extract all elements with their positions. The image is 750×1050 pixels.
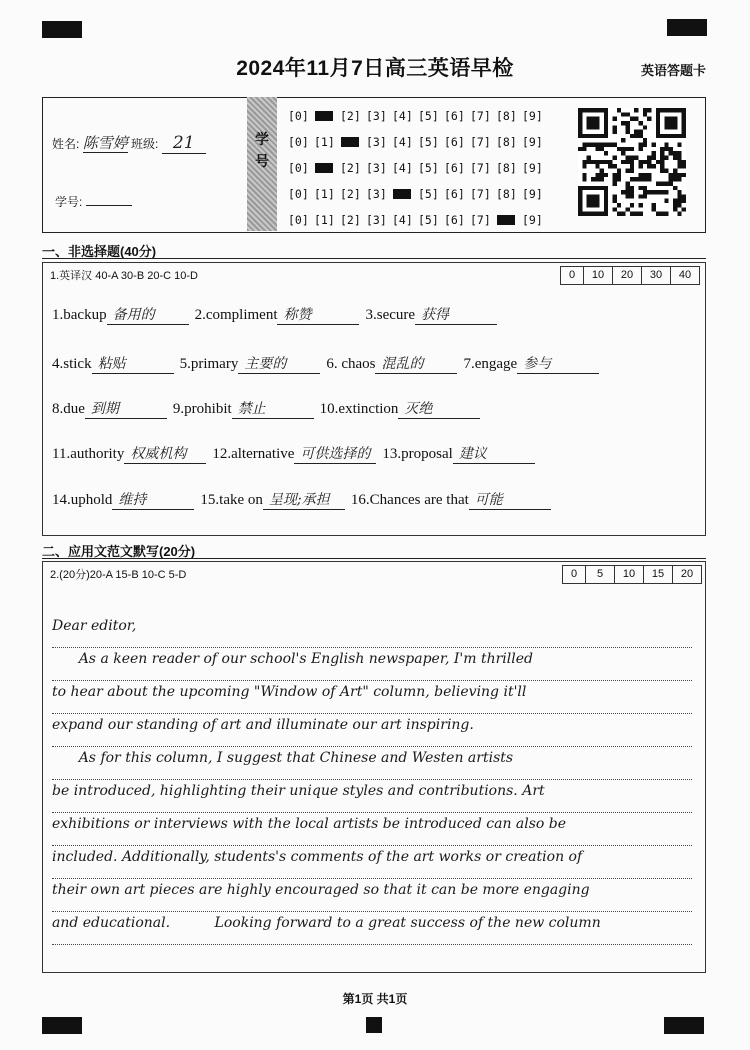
bubble[interactable]: [1]	[314, 213, 335, 227]
answer-card-label: 英语答题卡	[640, 63, 706, 78]
student-id-label: 学号:	[55, 195, 83, 209]
vocab-answer[interactable]: 粘贴	[92, 353, 174, 374]
essay-line: be introduced, highlighting their unique styles and contributions. Art	[52, 783, 692, 813]
bubble[interactable]: [1]	[314, 187, 335, 201]
bubble[interactable]: [4]	[392, 213, 413, 227]
bubble-filled[interactable]	[314, 155, 340, 181]
bubble-row	[288, 129, 548, 155]
bubble[interactable]: [8]	[496, 109, 517, 123]
student-id-cell-label: 学号	[255, 131, 269, 169]
bubble[interactable]: [0]	[288, 213, 309, 227]
score-option[interactable]: 20	[612, 267, 641, 284]
bubble[interactable]: [3]	[366, 213, 387, 227]
bubble[interactable]: [5]	[418, 213, 439, 227]
vocab-question: 10.extinction	[319, 401, 399, 417]
vocab-question: 12.alternative	[212, 446, 295, 462]
bubble[interactable]: [7]	[470, 161, 491, 175]
vocab-question: 5.primary	[179, 356, 239, 372]
vocab-question: 6. chaos	[326, 356, 376, 372]
essay-line: exhibitions or interviews with the local artists be introduced can also be	[52, 816, 692, 846]
student-id-field[interactable]	[86, 205, 132, 206]
bubble[interactable]: [0]	[288, 161, 309, 175]
section1-subheader: 1.英译汉 40-A 30-B 20-C 10-D	[50, 270, 198, 282]
registration-mark-top-left	[42, 21, 82, 38]
bubble-filled[interactable]	[314, 103, 340, 129]
bubble[interactable]: [2]	[340, 161, 361, 175]
bubble[interactable]: [8]	[496, 187, 517, 201]
class-value[interactable]: 21	[162, 133, 206, 154]
section2-title: 二、应用文范文默写(20分)	[42, 544, 196, 559]
bubble-filled[interactable]	[340, 129, 366, 155]
bubble[interactable]: [7]	[470, 187, 491, 201]
bubble-row	[288, 155, 548, 181]
vocab-question: 11.authority	[52, 446, 125, 462]
bubble[interactable]: [2]	[340, 213, 361, 227]
bubble[interactable]: [2]	[340, 187, 361, 201]
bubble[interactable]: [0]	[288, 187, 309, 201]
student-id-bubbles	[288, 103, 548, 233]
bubble[interactable]: [3]	[366, 135, 387, 149]
registration-mark-bottom-center	[366, 1017, 382, 1033]
qr-code	[578, 108, 686, 216]
bubble-filled[interactable]	[392, 181, 418, 207]
vocab-answer[interactable]: 到期	[85, 398, 167, 419]
bubble[interactable]: [8]	[496, 135, 517, 149]
class-label: 班级:	[131, 137, 159, 151]
bubble[interactable]: [1]	[314, 135, 335, 149]
vocab-answer[interactable]: 主要的	[238, 353, 320, 374]
bubble[interactable]: [0]	[288, 109, 309, 123]
vocab-question: 7.engage	[463, 356, 518, 372]
bubble[interactable]: [4]	[392, 135, 413, 149]
vocab-question: 2.compliment	[194, 307, 278, 323]
vocab-answer[interactable]: 维持	[112, 489, 194, 510]
score-option[interactable]: 0	[570, 568, 578, 580]
bubble-filled[interactable]	[496, 207, 522, 233]
vocab-answer[interactable]: 可供选择的	[294, 443, 376, 464]
bubble[interactable]: [6]	[444, 109, 465, 123]
vocab-row	[52, 353, 605, 374]
vocab-answer[interactable]: 称赞	[277, 304, 359, 325]
section2-score-box	[562, 565, 702, 584]
bubble[interactable]: [9]	[522, 187, 543, 201]
bubble[interactable]: [6]	[444, 213, 465, 227]
page-title: 2024年11月7日高三英语早检	[236, 57, 514, 80]
section1-divider	[42, 258, 706, 259]
bubble[interactable]: [9]	[522, 109, 543, 123]
essay-line: expand our standing of art and illuminate our art inspiring.	[52, 717, 692, 747]
bubble[interactable]: [9]	[522, 213, 543, 227]
name-class-row	[52, 132, 206, 154]
bubble[interactable]: [5]	[418, 161, 439, 175]
student-id-row	[55, 193, 132, 210]
bubble[interactable]: [9]	[522, 135, 543, 149]
vocab-answer[interactable]: 禁止	[232, 398, 314, 419]
bubble[interactable]: [0]	[288, 135, 309, 149]
vocab-question: 14.uphold	[52, 492, 113, 508]
vocab-answer[interactable]: 参与	[517, 353, 599, 374]
essay-line: As a keen reader of our school's English newspaper, I'm thrilled	[52, 651, 692, 681]
registration-mark-bottom-right	[664, 1017, 704, 1034]
page-footer: 第1页 共1页	[342, 992, 408, 1006]
score-option[interactable]: 30	[641, 267, 670, 284]
vocab-question: 3.secure	[365, 307, 416, 323]
essay-line: As for this column, I suggest that Chinese and Westen artists	[52, 750, 692, 780]
score-option[interactable]: 40	[670, 267, 699, 284]
bubble[interactable]: [3]	[366, 109, 387, 123]
vocab-row	[52, 443, 541, 464]
name-label: 姓名:	[52, 137, 80, 151]
bubble[interactable]: [4]	[392, 109, 413, 123]
bubble[interactable]: [6]	[444, 135, 465, 149]
vocab-question: 8.due	[52, 401, 85, 417]
score-option[interactable]: 15	[643, 566, 672, 583]
vocab-row	[52, 304, 503, 325]
score-option[interactable]: 10	[583, 267, 612, 284]
score-option[interactable]: 10	[614, 566, 643, 583]
bubble[interactable]: [4]	[392, 161, 413, 175]
essay-line: included. Additionally, students's comments of the art works or creation of	[52, 849, 692, 879]
essay-line: to hear about the upcoming "Window of Art" column, believing it'll	[52, 684, 692, 714]
bubble[interactable]: [6]	[444, 187, 465, 201]
vocab-question: 1.backup	[52, 307, 107, 323]
essay-line: and educational. Looking forward to a great success of the new column	[52, 915, 692, 945]
vocab-question: 15.take on	[200, 492, 263, 508]
section2-subheader: 2.(20分)20-A 15-B 10-C 5-D	[50, 569, 187, 581]
vocab-answer[interactable]: 权威机构	[124, 443, 206, 464]
bubble[interactable]: [7]	[470, 213, 491, 227]
registration-mark-top-right	[667, 19, 707, 36]
vocab-row	[52, 489, 557, 510]
vocab-question: 9.prohibit	[172, 401, 232, 417]
bubble[interactable]: [8]	[496, 161, 517, 175]
vocab-answer[interactable]: 建议	[453, 443, 535, 464]
score-option[interactable]: 5	[585, 566, 614, 583]
bubble[interactable]: [3]	[366, 187, 387, 201]
score-option[interactable]: 0	[568, 269, 576, 281]
bubble[interactable]: [6]	[444, 161, 465, 175]
vocab-question: 4.stick	[52, 356, 92, 372]
vocab-answer[interactable]: 灭绝	[398, 398, 480, 419]
bubble-row	[288, 181, 548, 207]
section1-score-box	[560, 266, 700, 285]
vocab-row	[52, 398, 486, 419]
bubble[interactable]: [5]	[418, 187, 439, 201]
essay-line: their own art pieces are highly encouraged so that it can be more engaging	[52, 882, 692, 912]
bubble[interactable]: [7]	[470, 135, 491, 149]
bubble-row	[288, 207, 548, 233]
bubble[interactable]: [7]	[470, 109, 491, 123]
bubble[interactable]: [5]	[418, 109, 439, 123]
name-value[interactable]: 陈雪婷	[82, 134, 128, 152]
vocab-question: 13.proposal	[382, 446, 453, 462]
vocab-answer[interactable]: 可能	[469, 489, 551, 510]
bubble[interactable]: [5]	[418, 135, 439, 149]
score-option[interactable]: 20	[672, 566, 701, 583]
bubble-row	[288, 103, 548, 129]
section1-title: 一、非选择题(40分)	[42, 244, 157, 259]
bubble[interactable]: [9]	[522, 161, 543, 175]
registration-mark-bottom-left	[42, 1017, 82, 1034]
vocab-answer[interactable]: 获得	[415, 304, 497, 325]
bubble[interactable]: [2]	[340, 109, 361, 123]
essay-line: Dear editor,	[52, 618, 692, 648]
vocab-question: 16.Chances are that	[350, 492, 469, 508]
vocab-answer[interactable]: 呈现;承担	[263, 489, 345, 510]
vocab-answer[interactable]: 备用的	[107, 304, 189, 325]
bubble[interactable]: [3]	[366, 161, 387, 175]
vocab-answer[interactable]: 混乱的	[375, 353, 457, 374]
section2-divider	[42, 558, 706, 559]
